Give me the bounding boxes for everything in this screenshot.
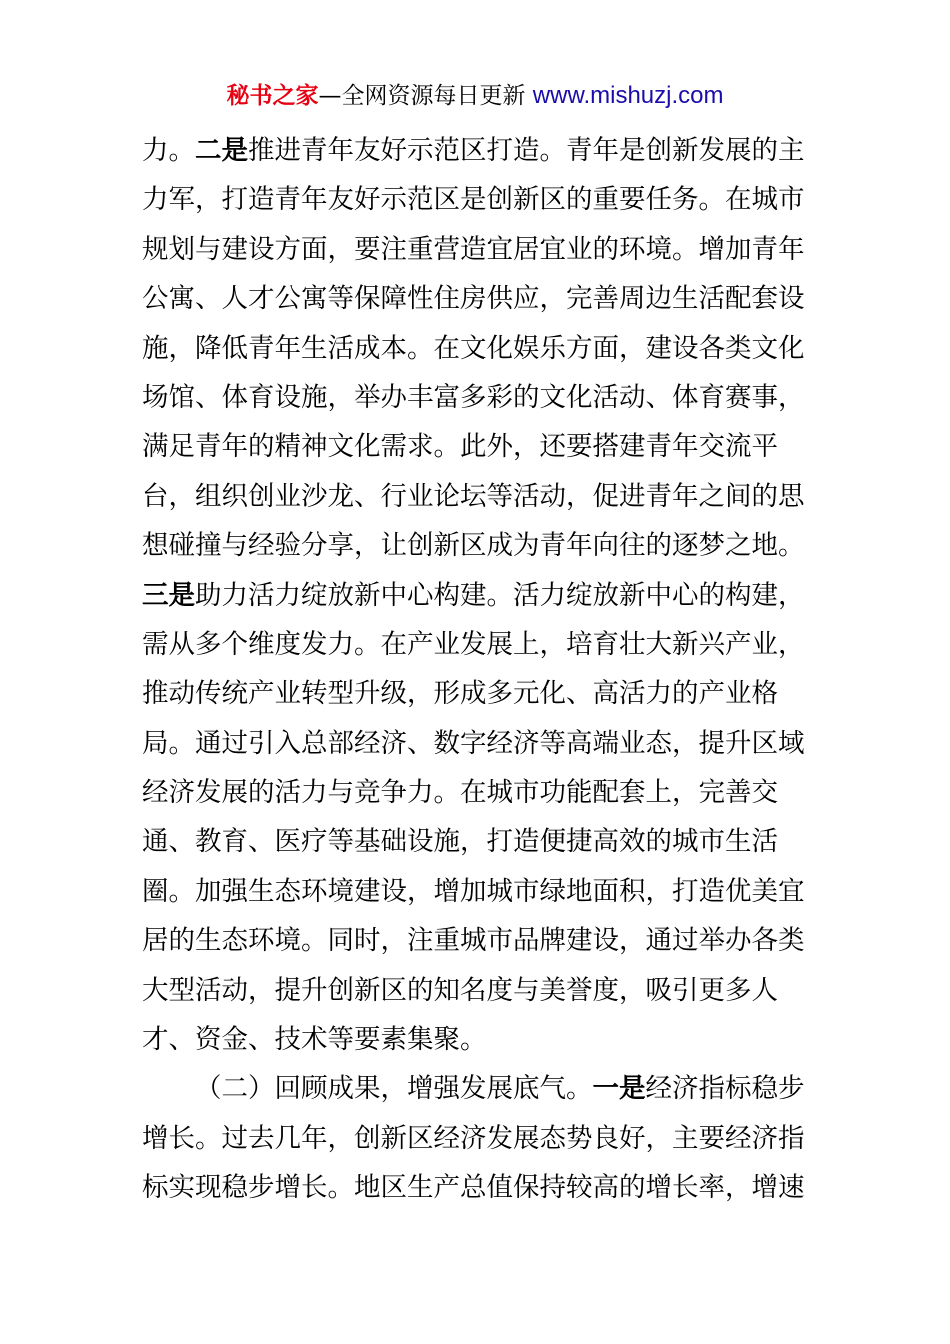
line-text: 规划与建设方面，要注重营造宜居宜业的环境。增加青年 [142, 233, 805, 265]
section-heading-line [142, 1064, 810, 1113]
text-line [142, 571, 810, 620]
line-text: 大型活动，提升创新区的知名度与美誉度，吸引更多人 [142, 974, 778, 1006]
line-text: 场馆、体育设施，举办丰富多彩的文化活动、体育赛事， [142, 381, 805, 413]
text-line [142, 1114, 810, 1163]
text-line [142, 126, 810, 175]
line-emphasis: 三是 [142, 579, 195, 611]
line-text: 力。 [142, 135, 195, 166]
text-line [142, 1015, 810, 1064]
site-url-link[interactable]: www.mishuzj.com [532, 82, 724, 109]
line-text: 居的生态环境。同时，注重城市品牌建设，通过举办各类 [142, 925, 805, 957]
text-line [142, 175, 810, 224]
line-emphasis: 一是 [592, 1073, 646, 1105]
line-text: 增长。过去几年，创新区经济发展态势良好，主要经济指 [142, 1122, 805, 1154]
line-text: 经济发展的活力与竞争力。在城市功能配套上，完善交 [142, 777, 778, 809]
text-line [142, 225, 810, 274]
text-line [142, 1163, 810, 1212]
text-line [142, 620, 810, 669]
line-text: 力军，打造青年友好示范区是创新区的重要任务。在城市 [142, 184, 805, 216]
line-text: 推动传统产业转型升级，形成多元化、高活力的产业格 [142, 678, 778, 710]
line-text: 经济指标稳步 [645, 1073, 805, 1105]
line-text: 才、资金、技术等要素集聚。 [142, 1024, 487, 1056]
text-line [142, 966, 810, 1015]
line-text: 施，降低青年生活成本。在文化娱乐方面，建设各类文化 [142, 332, 805, 364]
line-text: 标实现稳步增长。地区生产总值保持较高的增长率，增速 [142, 1172, 805, 1204]
text-line [142, 472, 810, 521]
line-text: 推进青年友好示范区打造。青年是创新发展的主 [248, 135, 805, 166]
site-header [0, 80, 950, 112]
text-line [142, 817, 810, 866]
text-line [142, 669, 810, 718]
line-text: 台，组织创业沙龙、行业论坛等活动，促进青年之间的思 [142, 480, 805, 512]
line-text: 通、教育、医疗等基础设施，打造便捷高效的城市生活 [142, 826, 778, 858]
text-line [142, 867, 810, 916]
text-line [142, 324, 810, 373]
text-line [142, 768, 810, 817]
document-body [142, 126, 810, 1213]
text-line [142, 373, 810, 422]
text-line [142, 719, 810, 768]
line-text: （二）回顾成果，增强发展底气。 [195, 1073, 593, 1105]
line-text: 圈。加强生态环境建设，增加城市绿地面积，打造优美宜 [142, 875, 805, 907]
text-line [142, 274, 810, 323]
line-text: 局。通过引入总部经济、数字经济等高端业态，提升区域 [142, 727, 805, 759]
line-text: 满足青年的精神文化需求。此外，还要搭建青年交流平 [142, 431, 778, 463]
line-text: 助力活力绽放新中心构建。活力绽放新中心的构建， [195, 579, 805, 611]
text-line [142, 422, 810, 471]
site-brand: 秘书之家 [226, 83, 319, 109]
site-slogan: —全网资源每日更新 [318, 83, 533, 109]
line-text: 公寓、人才公寓等保障性住房供应，完善周边生活配套设 [142, 283, 805, 315]
text-line [142, 916, 810, 965]
text-line [142, 521, 810, 570]
line-text: 需从多个维度发力。在产业发展上，培育壮大新兴产业， [142, 628, 805, 660]
line-text: 想碰撞与经验分享，让创新区成为青年向往的逐梦之地。 [142, 530, 805, 562]
line-emphasis: 二是 [195, 135, 248, 166]
